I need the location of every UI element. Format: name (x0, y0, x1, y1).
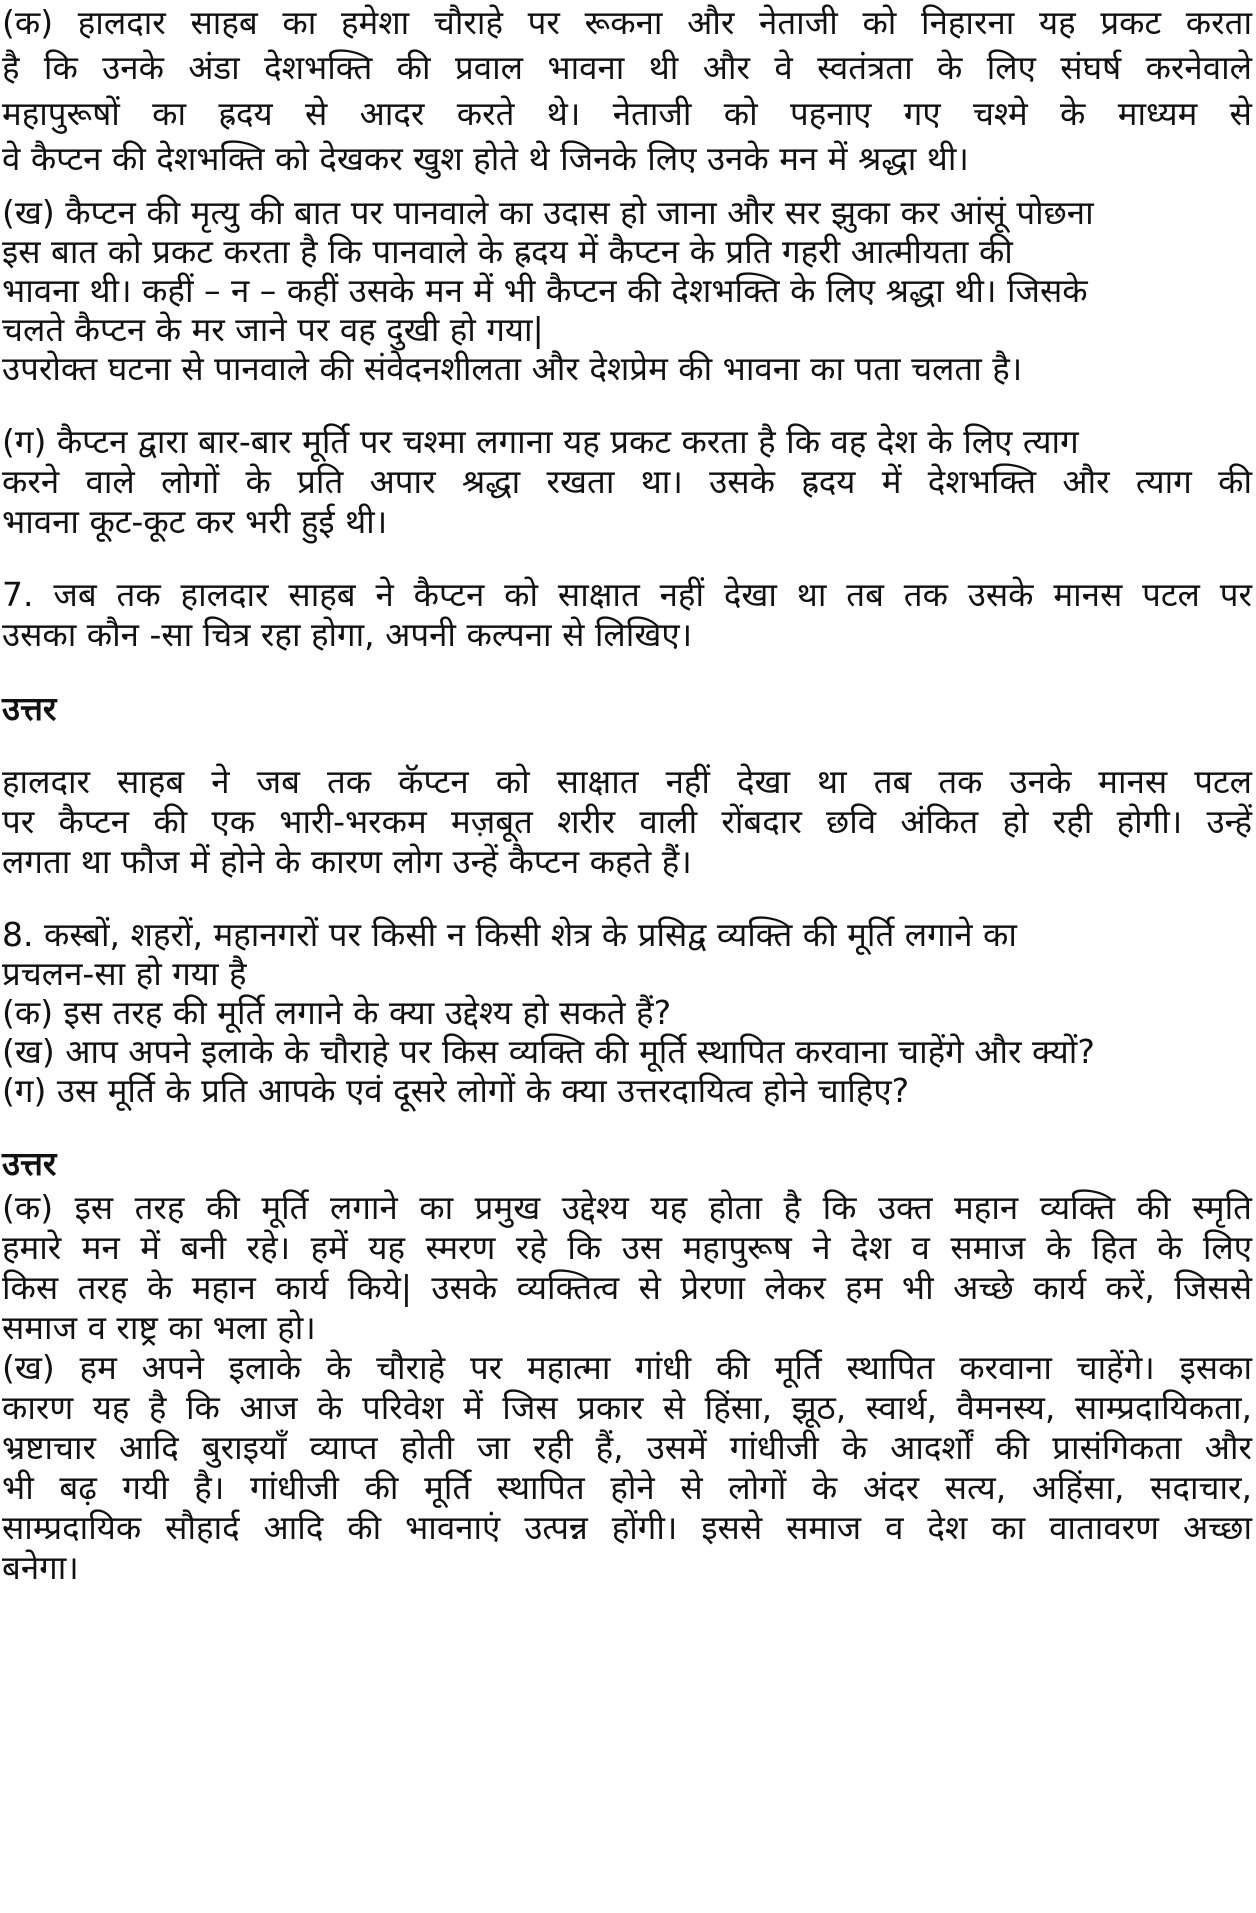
answer-8-line-9: साम्प्रदायिक सौहार्द आदि की भावनाएं उत्पन्न होंगी। इससे समाज व देश का वातावरण अच्छा (2, 1508, 1252, 1547)
question-8-line-5: (ग) उस मूर्ति के प्रति आपके एवं दूसरे लोगों के क्या उत्तरदायित्व होने चाहिए? (2, 1071, 910, 1110)
answer-heading: उत्तर (2, 689, 57, 728)
answer-6-ka-line-1: (क) हालदार साहब का हमेशा चौराहे पर रूकना और नेताजी को निहारना यह प्रकट करता (2, 3, 1252, 42)
question-7-line-1: 7. जब तक हालदार साहब ने कैप्टन को साक्षात नहीं देखा था तब तक उसके मानस पटल पर (2, 575, 1252, 614)
question-8-line-2: प्रचलन-सा हो गया है (2, 954, 247, 993)
answer-6-ga-line-3: भावना कूट-कूट कर भरी हुई थी। (2, 502, 388, 541)
question-8-line-4: (ख) आप अपने इलाके के चौराहे पर किस व्यक्ति की मूर्ति स्थापित करवाना चाहेंगे और क्यों? (2, 1032, 1095, 1071)
answer-7-line-3: लगता था फौज में होने के कारण लोग उन्हें कैप्टन कहते हैं। (2, 842, 692, 881)
answer-8-line-1: (क) इस तरह की मूर्ति लगाने का प्रमुख उद्देश्य यह होता है कि उक्त महान व्यक्ति की स्मृति (2, 1188, 1252, 1227)
answer-8-line-7: भ्रष्टाचार आदि बुराइयाँ व्याप्त होती जा रही हैं, उसमें गांधीजी के आदर्शों की प्रासंगिकता और (2, 1428, 1252, 1467)
answer-6-kha-line-1: (ख) कैप्टन की मृत्यु की बात पर पानवाले का उदास हो जाना और सर झुका कर आंसूं पोछना (2, 193, 1094, 232)
answer-8-line-6: कारण यह है कि आज के परिवेश में जिस प्रकार से हिंसा, झूठ, स्वार्थ, वैमनस्य, साम्प्रदायिकता, (2, 1388, 1252, 1427)
question-7-line-2: उसका कौन -सा चित्र रहा होगा, अपनी कल्पना से लिखिए। (2, 615, 693, 654)
answer-8-line-4: समाज व राष्ट्र का भला हो। (2, 1308, 316, 1347)
answer-8-line-5: (ख) हम अपने इलाके के चौराहे पर महात्मा गांधी की मूर्ति स्थापित करवाना चाहेंगे। इसका (2, 1348, 1252, 1387)
answer-6-kha-line-5: उपरोक्त घटना से पानवाले की संवेदनशीलता और देशप्रेम की भावना का पता चलता है। (2, 349, 1023, 388)
answer-6-ka-line-3: महापुरूषों का ह्रदय से आदर करते थे। नेताजी को पहनाए गए चश्मे के माध्यम से (2, 94, 1252, 133)
answer-6-ka-line-2: है कि उनके अंडा देशभक्ति की प्रवाल भावना थी और वे स्वतंत्रता के लिए संघर्ष करनेवाले (2, 48, 1252, 87)
question-8-line-3: (क) इस तरह की मूर्ति लगाने के क्या उद्देश्य हो सकते हैं? (2, 993, 672, 1032)
answer-6-ka-line-4: वे कैप्टन की देशभक्ति को देखकर खुश होते थे जिनके लिए उनके मन में श्रद्धा थी। (2, 139, 969, 178)
answer-8-line-3: किस तरह के महान कार्य किये| उसके व्यक्तित्व से प्रेरणा लेकर हम भी अच्छे कार्य करें, जिससे (2, 1268, 1252, 1307)
answer-8-line-2: हमारे मन में बनी रहे। हमें यह स्मरण रहे कि उस महापुरूष ने देश व समाज के हित के लिए (2, 1228, 1252, 1267)
answer-6-kha-line-3: भावना थी। कहीं – न – कहीं उसके मन में भी कैप्टन की देशभक्ति के लिए श्रद्धा थी। जिसके (2, 271, 1088, 310)
answer-8-line-8: भी बढ़ गयी है। गांधीजी की मूर्ति स्थापित होने से लोगों के अंदर सत्य, अहिंसा, सदाचार, (2, 1468, 1252, 1507)
question-8-line-1: 8. कस्बों, शहरों, महानगरों पर किसी न किसी शेत्र के प्रसिद्व व्यक्ति की मूर्ति लगाने का (2, 915, 1017, 954)
answer-7-line-1: हालदार साहब ने जब तक कॅप्टन को साक्षात नहीं देखा था तब तक उनके मानस पटल (2, 762, 1252, 801)
answer-7-line-2: पर कैप्टन की एक भारी-भरकम मज़बूत शरीर वाली रोंबदार छवि अंकित हो रही होगी। उन्हें (2, 802, 1252, 841)
answer-6-ga-line-2: करने वाले लोगों के प्रति अपार श्रद्धा रखता था। उसके ह्रदय में देशभक्ति और त्याग की (2, 462, 1252, 501)
answer-8-line-10: बनेगा। (2, 1548, 79, 1587)
answer-heading: उत्तर (2, 1144, 57, 1183)
answer-6-kha-line-2: इस बात को प्रकट करता है कि पानवाले के ह्रदय में कैप्टन के प्रति गहरी आत्मीयता की (2, 232, 1013, 271)
answer-6-ga-line-1: (ग) कैप्टन द्वारा बार-बार मूर्ति पर चश्मा लगाना यह प्रकट करता है कि वह देश के लिए त्याग (2, 422, 1079, 461)
answer-6-kha-line-4: चलते कैप्टन के मर जाने पर वह दुखी हो गया| (2, 310, 544, 349)
